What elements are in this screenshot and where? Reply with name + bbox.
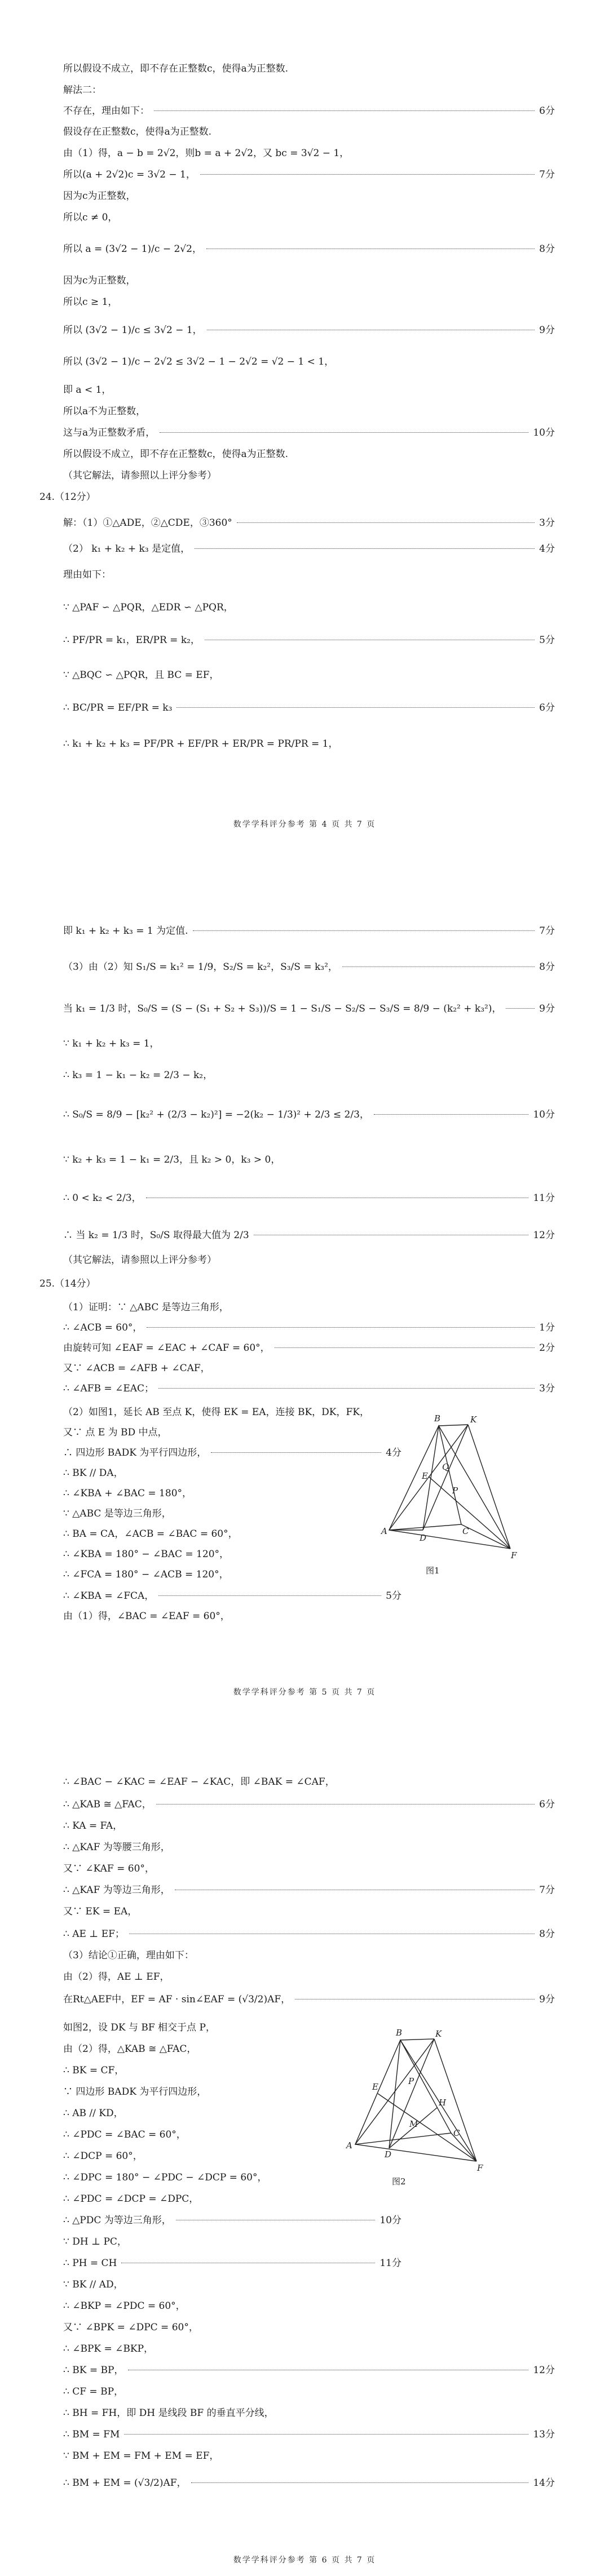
score-mark: 8分 [539,961,555,973]
answer-text: ∴ BK = CF， [63,2065,125,2076]
score-mark: 7分 [539,925,555,937]
answer-text: 又∵ ∠ACB = ∠AFB + ∠CAF， [63,1363,210,1374]
score-mark: 12分 [533,1230,555,1241]
answer-line [63,668,555,682]
answer-text: ∴ ∠BAC − ∠KAC = ∠EAF − ∠KAC，即 ∠BAK = ∠CAF， [63,1776,335,1788]
answer-line [63,633,555,647]
score-mark: 7分 [539,169,555,180]
answer-line [63,1362,555,1375]
figure-1-diagram [372,1409,519,1572]
answer-text: 解法二： [63,85,102,96]
score-mark: 3分 [539,517,555,529]
answer-line [63,1589,401,1603]
svg-text:F: F [477,2163,483,2173]
answer-text: ∵ △PAF ∽ △PQR，△EDR ∽ △PQR， [63,602,233,613]
answer-line [63,383,555,397]
answer-line [63,104,555,118]
score-mark: 9分 [539,1994,555,2005]
answer-text: ∴ BH = FH，即 DH 是线段 BF 的垂直平分线， [63,2407,274,2419]
answer-line [63,1883,555,1897]
answer-line [63,426,555,440]
answer-text: 即 k₁ + k₂ + k₃ = 1 为定值. [63,925,188,937]
answer-text: ∴ ∠PDC = ∠BAC = 60°， [63,2129,186,2140]
answer-line [63,1862,555,1876]
leader-dots [147,1327,535,1328]
answer-text: ∴ BA = CA，∠ACB = ∠BAC = 60°， [63,1528,238,1540]
answer-text: ∴ PH = CH [63,2258,117,2269]
answer-line [63,737,555,751]
answer-line [63,125,555,139]
answer-text: ∴ BM = FM [63,2429,120,2440]
answer-line [63,62,555,76]
figure-2 [338,2023,496,2192]
answer-text: ∴ ∠DCP = 60°， [63,2151,143,2162]
answer-line [63,701,555,715]
svg-text:P: P [408,2076,414,2086]
score-mark: 8分 [539,243,555,255]
answer-line [63,1037,555,1050]
answer-text: 因为c为正整数， [63,275,136,286]
leader-dots [342,966,535,967]
score-mark: 5分 [386,1590,401,1602]
answer-text: ∴ ∠ACB = 60°， [63,1322,143,1333]
page-5 [0,840,609,1708]
page-footer: 数学学科评分参考 第 6 页 共 7 页 [233,2556,376,2565]
answer-text: ∵ △ABC 是等边三角形， [63,1508,171,1519]
answer-text: ∴ 四边形 BADK 为平行四边形， [63,1447,207,1458]
answer-line [63,1002,555,1016]
answer-text: ∵ k₁ + k₂ + k₃ = 1， [63,1038,160,1049]
score-mark: 14分 [533,2477,555,2489]
svg-text:P: P [452,1486,458,1496]
answer-line [63,1507,401,1520]
answer-text: ∴ ∠FCA = 180° − ∠ACB = 120°， [63,1569,229,1580]
answer-line [63,1321,555,1334]
score-mark: 4分 [539,543,555,555]
answer-text: 所以假设不成立，即不存在正整数c，使得a为正整数. [63,63,289,74]
leader-dots [158,1595,381,1596]
answer-text: 由（1）得，∠BAC = ∠EAF = 60°， [63,1611,230,1622]
leader-dots [191,2482,529,2483]
answer-line [63,1775,555,1789]
answer-text: ∵ 四边形 BADK 为平行四边形， [63,2086,207,2098]
leader-dots [193,930,535,931]
answer-line [63,1301,555,1314]
answer-text: 所以(a + 2√2)c = 3√2 − 1， [63,169,196,180]
score-mark: 2分 [539,1342,555,1354]
answer-text: ∴ AB // KD， [63,2108,123,2119]
answer-text: 如图2，设 DK 与 BF 相交于点 P， [63,2022,215,2033]
answer-text: 又∵ 点 E 为 BD 中点， [63,1427,167,1438]
answer-text: ∴ ∠KBA = 180° − ∠BAC = 120°， [63,1549,230,1560]
page-4 [0,0,609,840]
score-mark: 12分 [533,2365,555,2376]
leader-dots [374,1114,528,1115]
leader-dots [158,1388,535,1389]
answer-text: 由（2）得，△KAB ≅ △FAC， [63,2043,197,2055]
leader-dots [211,1452,381,1453]
answer-text: ∴ △PDC 为等边三角形， [63,2215,171,2226]
score-mark: 11分 [379,2258,401,2269]
score-mark: 10分 [379,2215,401,2226]
answer-line [63,1970,555,1984]
answer-text: ∴ ∠AFB = ∠EAC； [63,1383,155,1394]
answer-text: 由（2）得，AE ⊥ EF， [63,1971,170,1983]
answer-text: ∴ k₃ = 1 − k₁ − k₂ = 2/3 − k₂， [63,1070,213,1081]
answer-text: ∴ ∠KBA = ∠FCA， [63,1590,155,1602]
answer-line [63,147,555,160]
answer-line [63,295,555,309]
svg-text:H: H [439,2098,447,2108]
answer-line [63,1841,555,1854]
score-mark: 13分 [533,2429,555,2440]
answer-text: 理由如下： [63,569,111,580]
answer-line [63,2299,555,2313]
answer-line [63,2192,401,2206]
svg-text:A: A [381,1526,387,1536]
answer-text: ∴ BM + EM = (√3/2)AF， [63,2477,187,2489]
answer-text: ∵ BK // AD， [63,2279,123,2290]
answer-line [63,1426,401,1439]
figure-2-caption: 图2 [392,2176,406,2187]
answer-text: （其它解法，请参照以上评分参考） [63,470,217,481]
answer-text: 由（1）得，a − b = 2√2，则b = a + 2√2，又 bc = 3√2 − 1， [63,148,350,159]
answer-text: ∴ 0 < k₂ < 2/3， [63,1192,142,1204]
answer-line [63,323,555,337]
answer-text: ∴ 当 k₂ = 1/3 时，S₀/S 取得最大值为 2/3 [63,1230,249,1241]
leader-dots [195,548,535,549]
answer-text: ∴ S₀/S = 8/9 − [k₂² + (2/3 − k₂)²] = −2(k₂ − 1/3)² + 2/3 ≤ 2/3， [63,1109,369,1120]
page-footer: 数学学科评分参考 第 4 页 共 7 页 [233,820,376,829]
answer-text: ∵ △BQC ∽ △PQR，且 BC = EF， [63,670,219,681]
svg-text:F: F [511,1550,517,1560]
answer-line [63,2428,555,2441]
answer-line [63,568,555,582]
leader-dots [176,707,535,708]
answer-line [63,2256,401,2270]
score-mark: 8分 [539,1928,555,1940]
answer-text: ∴ PF/PR = k₁，ER/PR = k₂， [63,635,200,646]
score-mark: 10分 [533,1109,555,1120]
answer-text: 所以c ≠ 0， [63,212,118,223]
answer-line [63,1927,555,1941]
answer-text: ∴ ∠BKP = ∠PDC = 60°， [63,2300,186,2312]
leader-dots [124,2434,528,2435]
answer-line [63,447,555,461]
score-mark: 9分 [539,325,555,336]
score-mark: 6分 [539,105,555,117]
answer-line [63,189,555,203]
answer-line [63,1382,555,1395]
answer-text: （3）由（2）知 S₁/S = k₁² = 1/9，S₂/S = k₂²，S₃/S = k₃²， [63,961,338,973]
answer-text: 因为c为正整数， [63,190,136,202]
figure-1 [372,1409,519,1578]
svg-text:D: D [420,1533,427,1543]
figure-2-diagram [338,2023,496,2181]
answer-text: ∴ BC/PR = EF/PR = k₃ [63,702,173,713]
svg-text:E: E [422,1471,428,1481]
answer-text: ∴ ∠BPK = ∠BKP， [63,2343,154,2355]
answer-line [63,1487,401,1500]
score-mark: 10分 [533,427,555,438]
answer-line [63,168,555,181]
score-mark: 5分 [539,635,555,646]
leader-dots [160,432,528,433]
svg-text:K: K [470,1415,477,1425]
answer-line [63,2278,555,2291]
answer-text: ∴ k₁ + k₂ + k₃ = PF/PR + EF/PR + ER/PR = PR/PR = 1， [63,738,338,750]
answer-line [63,1905,555,1918]
answer-text: ∴ BK // DA， [63,1467,123,1479]
answer-text: 不存在，理由如下： [63,105,149,117]
score-mark: 4分 [386,1447,401,1458]
answer-line [63,2214,401,2227]
leader-dots [275,1347,535,1348]
answer-text: ∵ k₂ + k₃ = 1 − k₁ = 2/3，且 k₂ > 0，k₃ > 0， [63,1154,281,1165]
answer-line [63,2449,555,2463]
answer-text: 解：（1）①△ADE，②△CDE，③360° [63,517,232,529]
svg-text:C: C [453,2128,460,2138]
answer-line [63,211,555,224]
answer-text: ∴ BK = BP， [63,2365,124,2376]
answer-line [63,601,555,614]
answer-text: （其它解法，请参照以上评分参考） [63,1254,217,1266]
answer-line [63,1798,555,1811]
score-mark: 11分 [533,1192,555,1204]
answer-text: 又∵ EK = EA， [63,1906,138,1917]
answer-line [63,1341,555,1355]
leader-dots [506,1008,535,1009]
answer-line [63,960,555,974]
answer-line [63,2364,555,2377]
answer-text: ∴ △KAB ≅ △FAC， [63,1799,152,1810]
answer-text: ∵ BM + EM = FM + EM = EF， [63,2450,219,2462]
answer-line [63,1108,555,1121]
answer-line [63,1993,555,2006]
answer-text: 又∵ ∠BPK = ∠DPC = 60°， [63,2322,198,2333]
answer-line [63,924,555,938]
answer-line [63,1610,555,1623]
answer-text: 即 a < 1， [63,384,112,396]
leader-dots [200,174,535,175]
answer-line [63,1068,555,1082]
answer-text: 当 k₁ = 1/3 时，S₀/S = (S − (S₁ + S₂ + S₃))/S = 1 − S₁/S − S₂/S − S₃/S = 8/9 − (k₂² + k₃²)， [63,1003,502,1014]
svg-text:C: C [462,1526,469,1536]
answer-text: ∴ KA = FA， [63,1820,123,1832]
answer-text: 所以c ≥ 1， [63,296,118,308]
answer-line [63,2476,555,2490]
answer-text: 所以 (3√2 − 1)/c ≤ 3√2 − 1， [63,325,202,336]
svg-text:B: B [396,2028,403,2038]
answer-text: ∴ ∠DPC = 180° − ∠PDC − ∠DCP = 60°， [63,2172,267,2183]
answer-line [63,1527,401,1541]
answer-line [63,1949,555,1962]
leader-dots [237,522,535,523]
answer-text: 由旋转可知 ∠EAF = ∠EAC + ∠CAF = 60°， [63,1342,270,1354]
answer-line [63,2235,401,2249]
answer-line [63,1253,555,1267]
answer-text: 所以假设不成立，即不存在正整数c，使得a为正整数. [63,449,289,460]
answer-text: （2）如图1，延长 AB 至点 K，使得 EK = EA，连接 BK，DK，FK， [63,1407,369,1418]
answer-line [63,405,555,418]
answer-text: ∴ △KAF 为等边三角形， [63,1885,170,1896]
score-mark: 9分 [539,1003,555,1014]
answer-text: ∴ △KAF 为等腰三角形， [63,1842,170,1853]
figure-1-caption: 图1 [426,1566,440,1576]
answer-line [63,1446,401,1460]
page-6 [0,1708,609,2576]
answer-text: 假设存在正整数c，使得a为正整数. [63,126,212,138]
answer-line [39,490,531,504]
answer-text: ∴ ∠KBA + ∠BAC = 180°， [63,1488,192,1499]
score-mark: 7分 [539,1885,555,1896]
answer-text: 这与a为正整数矛盾， [63,427,156,438]
svg-text:A: A [346,2140,352,2151]
answer-text: （3）结论①正确，理由如下： [63,1950,194,1961]
answer-text: （2） k₁ + k₂ + k₃ 是定值， [63,543,191,555]
answer-text: ∵ DH ⊥ PC， [63,2236,127,2247]
score-mark: 3分 [539,1383,555,1394]
page-footer: 数学学科评分参考 第 5 页 共 7 页 [233,1688,376,1697]
svg-text:K: K [435,2029,442,2039]
svg-text:D: D [385,2149,392,2160]
answer-line [63,1819,555,1833]
answer-line [63,1466,401,1480]
answer-line [63,242,555,256]
answer-line [63,2406,555,2420]
answer-line [63,2385,555,2398]
answer-line [63,542,555,556]
score-mark: 1分 [539,1322,555,1333]
svg-text:E: E [372,2082,378,2092]
answer-text: 所以 a = (3√2 − 1)/c − 2√2， [63,243,202,255]
answer-line [63,83,555,97]
answer-text: 所以 (3√2 − 1)/c − 2√2 ≤ 3√2 − 1 − 2√2 = √2 − 1 < 1， [63,356,334,367]
answer-line [63,274,555,287]
answer-line [63,1406,401,1419]
svg-text:B: B [434,1413,441,1424]
answer-line [63,2321,555,2334]
answer-line [63,469,555,482]
answer-line [63,2342,555,2356]
answer-text: 24.（12分） [39,491,96,503]
leader-dots [154,110,535,111]
svg-text:Q: Q [442,1462,449,1472]
answer-text: ∴ ∠PDC = ∠DCP = ∠DPC， [63,2193,199,2205]
answer-text: 所以a不为正整数， [63,406,146,417]
answer-line [63,516,555,530]
answer-text: 又∵ ∠KAF = 60°， [63,1863,155,1874]
answer-text: ∴ AE ⊥ EF； [63,1928,125,1940]
answer-line [63,1229,555,1242]
answer-line [63,1191,555,1205]
score-mark: 6分 [539,702,555,713]
answer-line [63,355,555,369]
answer-text: ∴ CF = BP， [63,2386,124,2397]
answer-text: 在Rt△AEF中，EF = AF · sin∠EAF = (√3/2)AF， [63,1994,291,2005]
answer-line [63,1548,401,1561]
answer-text: 25.（14分） [39,1278,96,1289]
answer-line [39,1277,531,1291]
answer-text: （1）证明：∵ △ABC 是等边三角形， [63,1302,229,1313]
answer-line [63,1153,555,1167]
answer-line [63,1568,401,1581]
svg-text:M: M [409,2119,418,2129]
score-mark: 6分 [539,1799,555,1810]
